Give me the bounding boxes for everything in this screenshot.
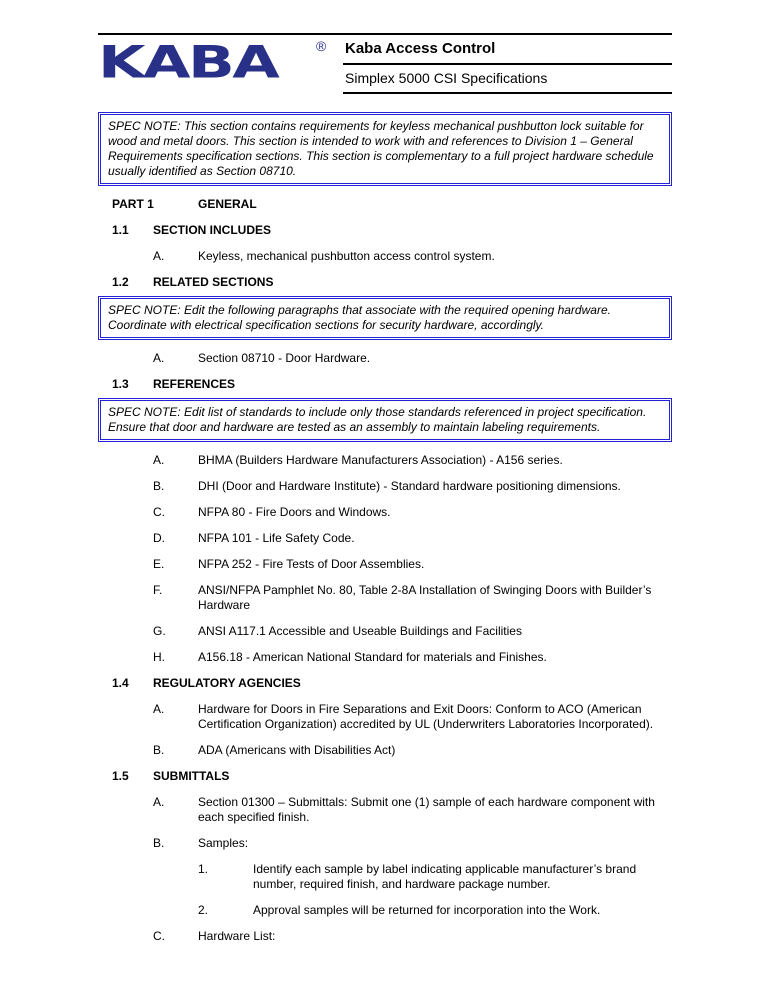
item-label: C.	[153, 929, 165, 943]
list-item-1-3-b	[98, 479, 672, 494]
section-number: 1.4	[112, 676, 129, 690]
item-label: A.	[153, 702, 165, 716]
header-titles	[343, 35, 672, 94]
item-text: DHI (Door and Hardware Institute) - Standard hardware positioning dimensions.	[198, 479, 621, 493]
section-1-1-heading	[98, 223, 672, 238]
section-title: REGULATORY AGENCIES	[153, 676, 301, 690]
item-text: A156.18 - American National Standard for materials and Finishes.	[198, 650, 547, 664]
item-text: NFPA 80 - Fire Doors and Windows.	[198, 505, 391, 519]
list-item-1-3-a	[98, 453, 672, 468]
item-label: H.	[153, 650, 165, 664]
item-label: B.	[153, 479, 165, 493]
section-1-3-heading	[98, 377, 672, 392]
item-text: NFPA 252 - Fire Tests of Door Assemblies.	[198, 557, 425, 571]
item-text: ANSI/NFPA Pamphlet No. 80, Table 2-8A Installation of Swinging Doors with Builder’s Hardware	[198, 583, 652, 612]
item-label: A.	[153, 453, 165, 467]
list-item-1-4-a	[98, 702, 672, 732]
list-item-1-3-g	[98, 624, 672, 639]
item-label: D.	[153, 531, 165, 545]
section-title: SUBMITTALS	[153, 769, 230, 783]
item-text: ANSI A117.1 Accessible and Useable Buildings and Facilities	[198, 624, 522, 638]
document-subtitle: Simplex 5000 CSI Specifications	[345, 70, 548, 86]
kaba-logo-text: KABA	[98, 37, 278, 89]
list-item-1-5-c	[98, 929, 672, 944]
subitem-label: 2.	[198, 903, 209, 917]
item-label: G.	[153, 624, 166, 638]
spec-note-related	[98, 296, 672, 340]
spec-note-intro	[98, 112, 672, 186]
sub-list-item-1	[98, 862, 672, 892]
section-number: 1.3	[112, 377, 129, 391]
document-title: Kaba Access Control	[345, 40, 496, 57]
section-title: REFERENCES	[153, 377, 236, 391]
section-1-5-heading	[98, 769, 672, 784]
subitem-text: Identify each sample by label indicating applicable manufacturer’s brand number, required finish, and hardware package number.	[253, 862, 637, 891]
item-text: BHMA (Builders Hardware Manufacturers Association) - A156 series.	[198, 453, 563, 467]
section-number: 1.2	[112, 275, 129, 289]
item-label: B.	[153, 743, 165, 757]
item-label: C.	[153, 505, 165, 519]
item-label: F.	[153, 583, 163, 597]
spec-note-references	[98, 398, 672, 442]
section-1-4-heading	[98, 676, 672, 691]
list-item-1-3-c	[98, 505, 672, 520]
section-title: SECTION INCLUDES	[153, 223, 272, 237]
subtitle-divider	[343, 92, 672, 94]
item-text: Hardware for Doors in Fire Separations and Exit Doors: Conform to ACO (American Certification Organization) accredited by UL (Underwriters Laboratories Incorporated).	[198, 702, 654, 731]
item-label: A.	[153, 795, 165, 809]
list-item-1-3-e	[98, 557, 672, 572]
item-text: Samples:	[198, 836, 249, 850]
item-text: Section 08710 - Door Hardware.	[198, 351, 371, 365]
list-item-1-2-a	[98, 351, 672, 366]
section-number: 1.5	[112, 769, 129, 783]
list-item-1-3-f	[98, 583, 672, 613]
spec-note-related-text: SPEC NOTE: Edit the following paragraphs that associate with the required opening hardware. Coordinate with electrical specification sections for security hardware, accordingly.	[108, 303, 611, 332]
list-item-1-1-a	[98, 249, 672, 264]
sub-list-item-2	[98, 903, 672, 918]
section-1-2-heading	[98, 275, 672, 290]
list-item-1-3-h	[98, 650, 672, 665]
item-label: E.	[153, 557, 165, 571]
part-1-heading	[98, 197, 672, 212]
part-title: GENERAL	[198, 197, 257, 211]
subitem-text: Approval samples will be returned for incorporation into the Work.	[253, 903, 601, 917]
spec-note-references-text: SPEC NOTE: Edit list of standards to include only those standards referenced in project specification. Ensure that door and hardware are tested as an assembly to maintain labeling requirements.	[108, 405, 647, 434]
list-item-1-5-a	[98, 795, 672, 825]
list-item-1-3-d	[98, 531, 672, 546]
item-text: Keyless, mechanical pushbutton access control system.	[198, 249, 495, 263]
item-label: A.	[153, 351, 165, 365]
list-item-1-5-b	[98, 836, 672, 851]
item-label: B.	[153, 836, 165, 850]
item-label: A.	[153, 249, 165, 263]
kaba-logo	[98, 35, 343, 93]
item-text: ADA (Americans with Disabilities Act)	[198, 743, 396, 757]
document-header	[98, 35, 672, 94]
spec-note-intro-text: SPEC NOTE: This section contains requirements for keyless mechanical pushbutton lock suitable for wood and metal doors. This section is intended to work with and references to Division 1 – General Requirements specification sections. This section is complementary to a full project hardware schedule usually identified as Section 08710.	[108, 119, 654, 178]
registered-trademark-icon: ®	[316, 38, 327, 54]
item-text: Section 01300 – Submittals: Submit one (1) sample of each hardware component with each specified finish.	[198, 795, 655, 824]
item-text: Hardware List:	[198, 929, 276, 943]
item-text: NFPA 101 - Life Safety Code.	[198, 531, 355, 545]
section-title: RELATED SECTIONS	[153, 275, 274, 289]
list-item-1-4-b	[98, 743, 672, 758]
section-number: 1.1	[112, 223, 129, 237]
subitem-label: 1.	[198, 862, 209, 876]
part-number: PART 1	[112, 197, 154, 211]
